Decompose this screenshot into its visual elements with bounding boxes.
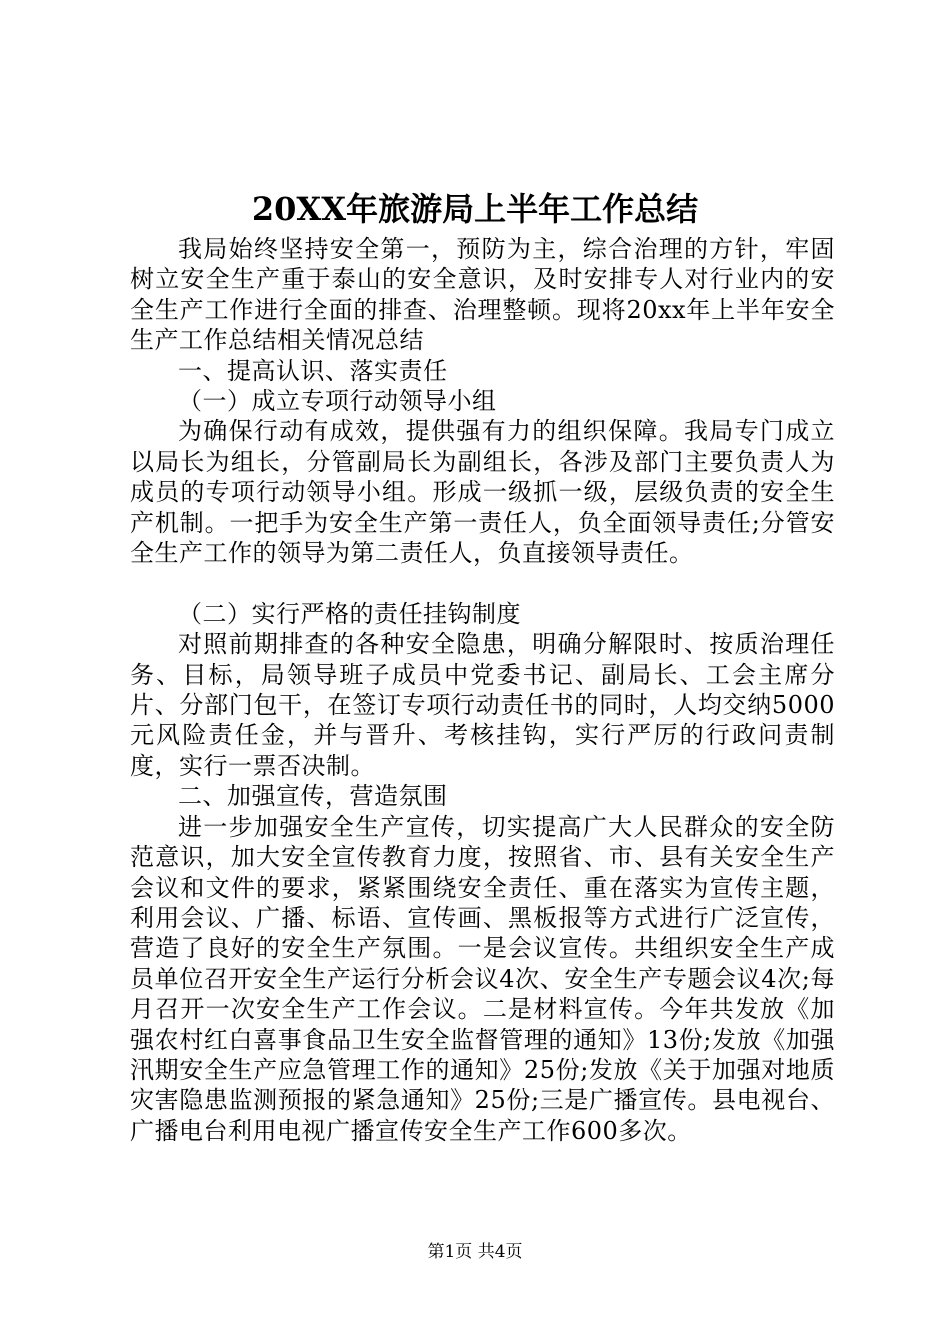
subsection-heading-1-2: （二）实行严格的责任挂钩制度 [178,599,521,628]
section-heading-2: 二、加强宣传，营造氛围 [178,782,448,811]
intro-paragraph: 我局始终坚持安全第一，预防为主，综合治理的方针，牢固树立安全生产重于泰山的安全意识，及时安排专人对行业内的安全生产工作进行全面的排查、治理整顿。现将20xx年上半年安全生产工作总结相关情况总结 [130,235,835,355]
paragraph-2: 对照前期排查的各种安全隐患，明确分解限时、按质治理任务、目标，局领导班子成员中党委书记、副局长、工会主席分片、分部门包干，在签订专项行动责任书的同时，人均交纳5000元风险责任金，并与晋升、考核挂钩，实行严厉的行政问责制度，实行一票否决制。 [130,630,835,780]
document-body [130,234,835,1146]
paragraph-1: 为确保行动有成效，提供强有力的组织保障。我局专门成立以局长为组长，分管副局长为副组长，各涉及部门主要负责人为成员的专项行动领导小组。形成一级抓一级，层级负责的安全生产机制。一把手为安全生产第一责任人，负全面领导责任;分管安全生产工作的领导为第二责任人，负直接领导责任。 [130,417,835,568]
section-heading-1: 一、提高认识、落实责任 [178,356,448,385]
paragraph-3: 进一步加强安全生产宣传，切实提高广大人民群众的安全防范意识，加大安全宣传教育力度，按照省、市、县有关安全生产会议和文件的要求，紧紧围绕安全责任、重在落实为宣传主题，利用会议、广播、标语、宣传画、黑板报等方式进行广泛宣传，营造了良好的安全生产氛围。一是会议宣传。共组织安全生产成员单位召开安全生产运行分析会议4次、安全生产专题会议4次;每月召开一次安全生产工作会议。二是材料宣传。今年共发放《加强农村红白喜事食品卫生安全监督管理的通知》13份;发放《加强汛期安全生产应急管理工作的通知》25份;发放《关于加强对地质灾害隐患监测预报的紧急通知》25份;三是广播宣传。县电视台、广播电台利用电视广播宣传安全生产工作600多次。 [130,812,835,1145]
paragraph-gap [130,568,835,598]
subsection-heading-1-1: （一）成立专项行动领导小组 [178,387,497,416]
document-title: 20XX年旅游局上半年工作总结 [251,190,699,228]
page-footer: 第1页 共4页 [427,1242,523,1262]
